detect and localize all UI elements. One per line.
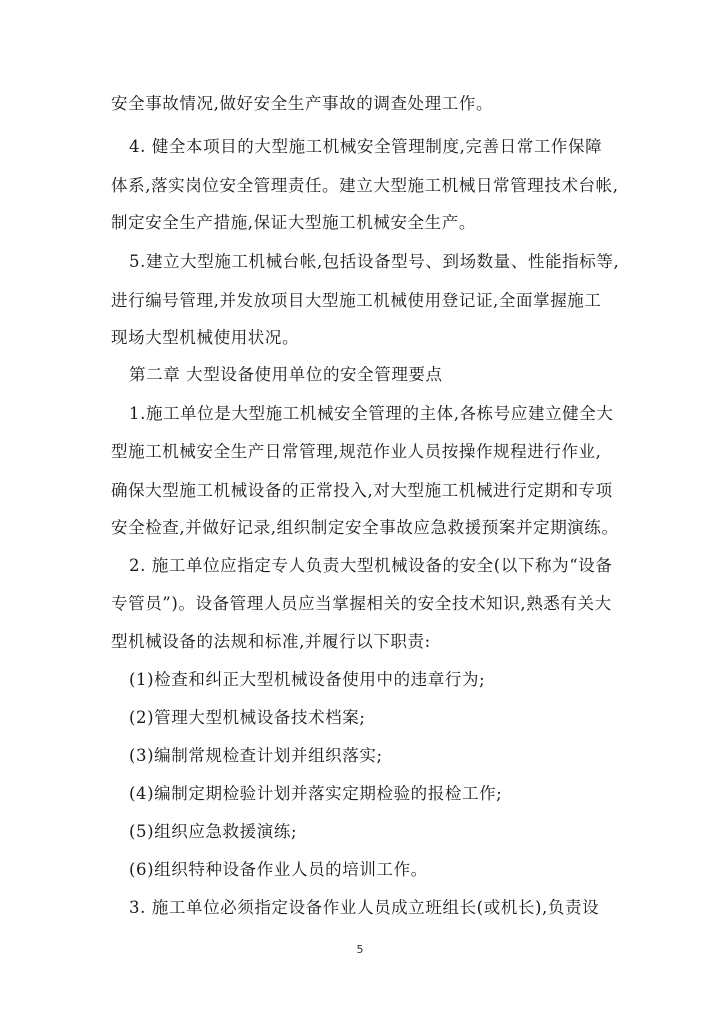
text-line: 制定安全生产措施,保证大型施工机械安全生产。 <box>111 213 476 232</box>
text-line: 现场大型机械使用状况。 <box>111 328 300 347</box>
text-line: 进行编号管理,并发放项目大型施工机械使用登记证,全面掌握施工 <box>111 291 602 310</box>
text-line: 5.建立大型施工机械台帐,包括设备型号、到场数量、性能指标等, <box>129 252 620 271</box>
text-line: 安全事故情况,做好安全生产事故的调查处理工作。 <box>111 94 494 113</box>
chapter-heading: 第二章 大型设备使用单位的安全管理要点 <box>129 365 443 384</box>
list-item: (2)管理大型机械设备技术档案; <box>129 708 366 727</box>
list-item: (4)编制定期检验计划并落实定期检验的报检工作; <box>129 784 503 803</box>
text-line: 型施工机械安全生产日常管理,规范作业人员按操作规程进行作业, <box>111 442 602 461</box>
list-item: (5)组织应急救援演练; <box>129 822 298 841</box>
text-line: 体系,落实岗位安全管理责任。建立大型施工机械日常管理技术台帐, <box>111 176 619 195</box>
list-item: (1)检查和纠正大型机械设备使用中的违章行为; <box>129 670 486 689</box>
text-line: 4. 健全本项目的大型施工机械安全管理制度,完善日常工作保障 <box>129 137 603 156</box>
text-line: 型机械设备的法规和标准,并履行以下职责: <box>111 632 431 651</box>
text-line: 专管员”)。设备管理人员应当掌握相关的安全技术知识,熟悉有关大 <box>111 594 612 613</box>
list-item: (6)组织特种设备作业人员的培训工作。 <box>129 860 428 879</box>
text-line: 安全检查,并做好记录,组织制定安全事故应急救援预案并定期演练。 <box>111 518 619 537</box>
text-line: 2. 施工单位应指定专人负责大型机械设备的安全(以下称为“设备 <box>129 556 613 575</box>
list-item: (3)编制常规检查计划并组织落实; <box>129 746 383 765</box>
text-line: 确保大型施工机械设备的正常投入,对大型施工机械进行定期和专项 <box>111 481 613 500</box>
page-number: 5 <box>356 943 364 956</box>
text-line: 3. 施工单位必须指定设备作业人员成立班组长(或机长),负责设 <box>129 898 600 917</box>
text-line: 1.施工单位是大型施工机械安全管理的主体,各栋号应建立健全大 <box>129 404 614 423</box>
